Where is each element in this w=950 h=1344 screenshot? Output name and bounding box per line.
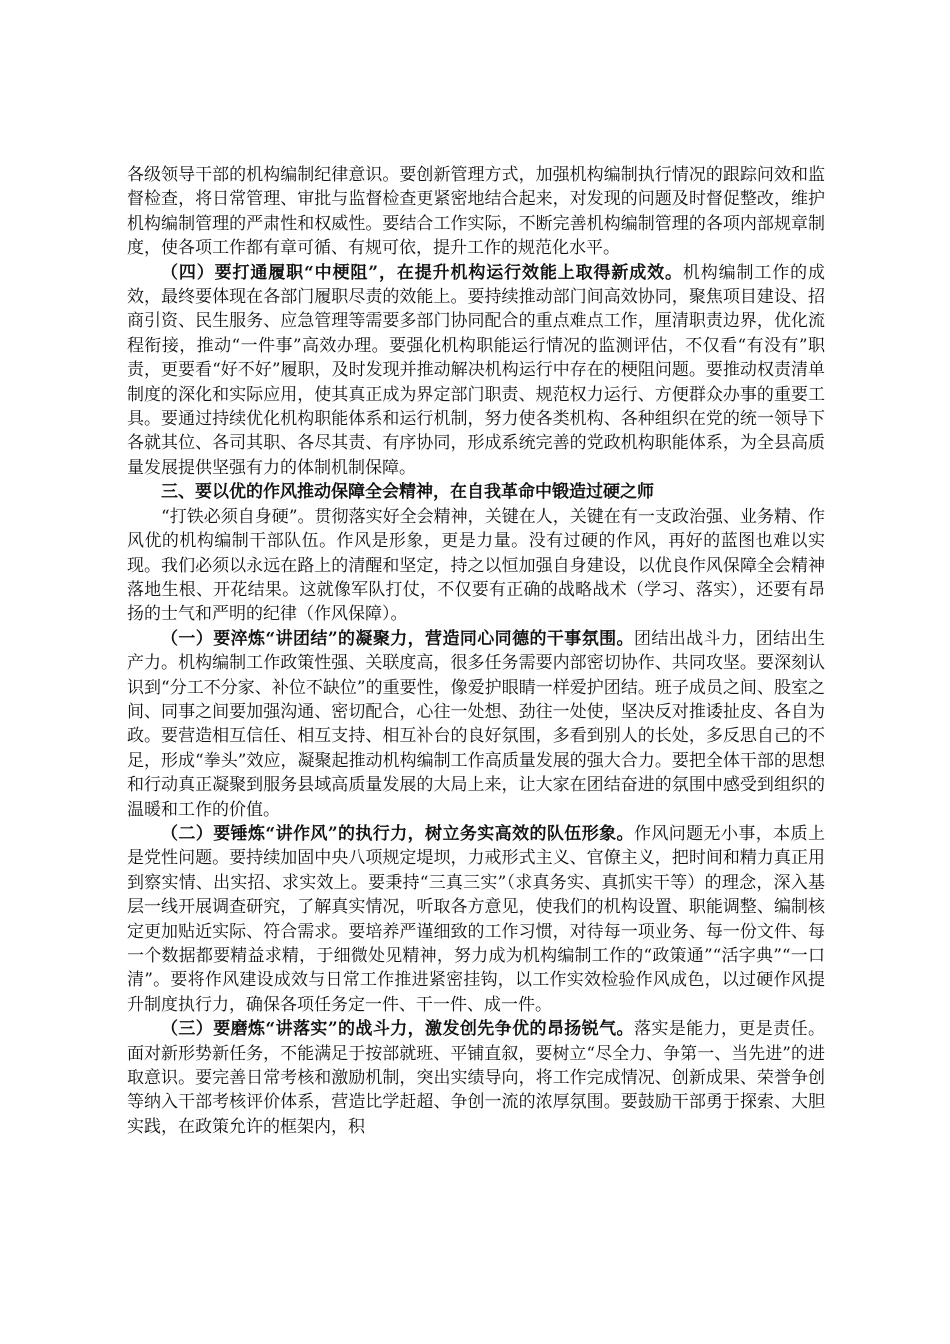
paragraph-5-text: 作风问题无小事，本质上是党性问题。要持续加固中央八项规定堤坝，力戒形式主义、官僚主义，把时间和精力真正用到察实情、出实招、求实效上。要秉持“三真三实”（求真务实、真抓实干等）的理念，深入基层一线开展调查研究，了解真实情况，听取各方意见，使我们的机构设置、职能调整、编制核定更加贴近实际、符合需求。要培养严谨细致的工作习惯，对待每一项业务、每一份文件、每一个数据都要精益求精，于细微处见精神，努力成为机构编制工作的“政策通”“活字典”“一口清”。要将作风建设成效与日常工作推进紧密挂钩，以工作实效检验作风成色，以过硬作风提升制度执行力，确保各项任务定一件、干一件、成一件。 [127, 823, 825, 1015]
paragraph-2-lead: （四）要打通履职“中梗阻”，在提升机构运行效能上取得新成效。 [161, 262, 683, 283]
paragraph-5-lead: （二）要锤炼“讲作风”的执行力，树立务实高效的队伍形象。 [161, 823, 634, 844]
paragraph-3 [127, 505, 825, 627]
paragraph-6-text: 落实是能力，更是责任。面对新形势新任务，不能满足于按部就班、平铺直叙，要树立“尽全力、争第一、当先进”的进取意识。要完善日常考核和激励机制，突出实绩导向，将工作完成情况、创新成果、荣誉争创等纳入干部考核评价体系，营造比学赶超、争创一流的浓厚氛围。要鼓励干部勇于探索、大胆实践，在政策允许的框架内，积 [127, 1019, 825, 1137]
paragraph-4 [127, 627, 825, 822]
paragraph-2 [127, 261, 825, 481]
paragraph-1-text: 各级领导干部的机构编制纪律意识。要创新管理方式，加强机构编制执行情况的跟踪问效和监督检查，将日常管理、审批与监督检查更紧密地结合起来，对发现的问题及时督促整改，维护机构编制管理的严肃性和权威性。要结合工作实际，不断完善机构编制管理的各项内部规章制度，使各项工作都有章可循、有规可依，提升工作的规范化水平。 [127, 165, 825, 259]
paragraph-6 [127, 1017, 825, 1139]
paragraph-4-lead: （一）要淬炼“讲团结”的凝聚力，营造同心同德的干事氛围。 [161, 628, 634, 649]
paragraph-4-text: 团结出战斗力，团结出生产力。机构编制工作政策性强、关联度高，很多任务需要内部密切协作、共同攻坚。要深刻认识到“分工不分家、补位不缺位”的重要性，像爱护眼睛一样爱护团结。班子成员之间、股室之间、同事之间要加强沟通、密切配合，心往一处想、劲往一处使，坚决反对推诿扯皮、各自为政。要营造相互信任、相互支持、相互补台的良好氛围，多看到别人的长处，多反思自己的不足，形成“拳头”效应，凝聚起推动机构编制工作高质量发展的强大合力。要把全体干部的思想和行动真正凝聚到服务县域高质量发展的大局上来，让大家在团结奋进的氛围中感受到组织的温暖和工作的价值。 [127, 628, 825, 820]
paragraph-6-lead: （三）要磨炼“讲落实”的战斗力，激发创先争优的昂扬锐气。 [161, 1019, 634, 1040]
paragraph-2-text: 机构编制工作的成效，最终要体现在各部门履职尽责的效能上。要持续推动部门间高效协同，聚焦项目建设、招商引资、民生服务、应急管理等需要多部门协同配合的重点难点工作，厘清职责边界，优化流程衔接，推动“一件事”高效办理。要强化机构职能运行情况的监测评估，不仅看“有没有”职责，更要看“好不好”履职，及时发现并推动解决机构运行中存在的梗阻问题。要推动权责清单制度的深化和实际应用，使其真正成为界定部门职责、规范权力运行、方便群众办事的重要工具。要通过持续优化机构职能体系和运行机制，努力使各类机构、各种组织在党的统一领导下各就其位、各司其职、各尽其责、有序协同，形成系统完善的党政机构职能体系，为全县高质量发展提供坚强有力的体制机制保障。 [127, 262, 825, 478]
paragraph-5 [127, 822, 825, 1017]
paragraph-3-text: “打铁必须自身硬”。贯彻落实好全会精神，关键在人，关键在有一支政治强、业务精、作风优的机构编制干部队伍。作风是形象，更是力量。没有过硬的作风，再好的蓝图也难以实现。我们必须以永远在路上的清醒和坚定，持之以恒加强自身建设，以优良作风保障全会精神落地生根、开花结果。这就像军队打仗，不仅要有正确的战略战术（学习、落实），还要有昂扬的士气和严明的纪律（作风保障）。 [127, 506, 825, 625]
section-heading-3: 三、要以优的作风推动保障全会精神，在自我革命中锻造过硬之师 [161, 482, 654, 503]
paragraph-1 [127, 163, 825, 261]
document-page [127, 163, 825, 1139]
